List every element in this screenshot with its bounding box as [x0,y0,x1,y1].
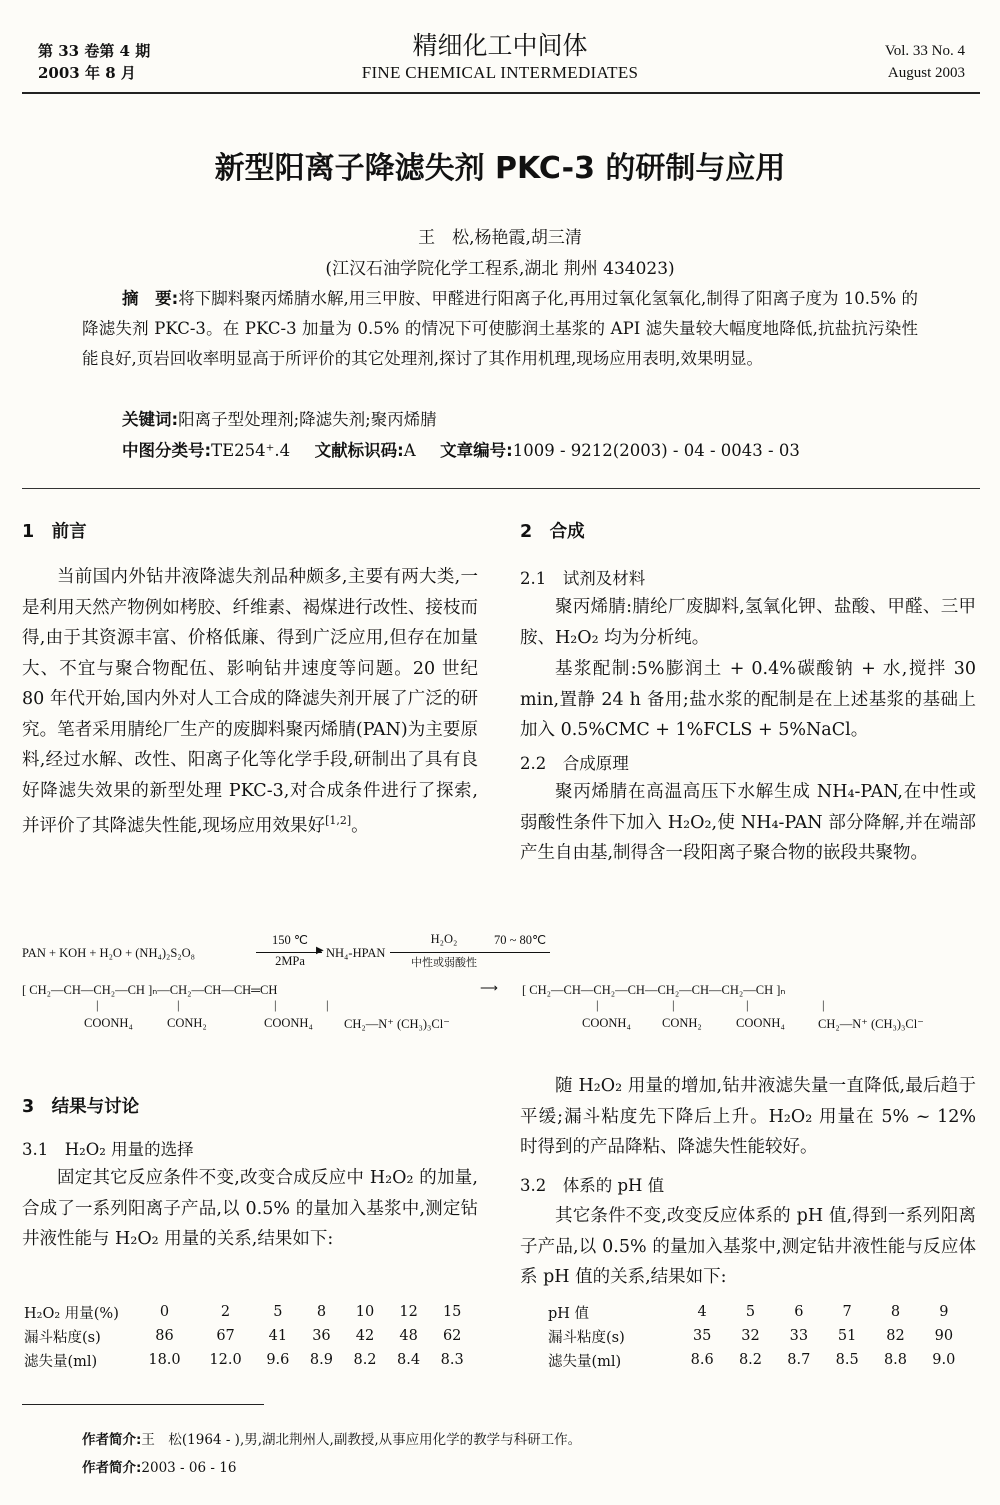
bond-line: | [274,998,277,1012]
table-cell: 8.3 [440,1352,464,1368]
article-title: 新型阳离子降滤失剂 PKC-3 的研制与应用 [214,151,786,186]
table-cell: 8.5 [835,1352,859,1368]
table-cell: 8 [890,1304,901,1320]
reaction-left-chain: [ CH₂—CH—CH₂—CH ]ₙ—CH₂—CH—CH═CH [22,983,278,997]
keywords [122,405,437,435]
author-note-text: 王 松(1964 - ),男,湖北荆州人,副教授,从事应用化学的教学与科研工作。 [141,1432,582,1448]
table-cell: 8.2 [738,1352,763,1368]
issue-date: 2003 年 8 月 [38,64,136,82]
table-row [24,1324,474,1348]
h2o2-table [24,1300,474,1372]
table-cell: 62 [442,1328,462,1344]
abstract-rule [22,488,980,489]
section-3-2-para: 其它条件不变,改变反应体系的 pH 值,得到一系列阳离子产品,以 0.5% 的量加入基浆中,测定钻井液性能与反应体系 pH 值的关系,结果如下: [520,1206,976,1287]
section-3-1-para2: 随 H₂O₂ 用量的增加,钻井液滤失量一直降低,最后趋于平缓;漏斗粘度先下降后上升。H₂O₂ 用量在 5% ~ 12% 时得到的产品降粘、降滤失性能较好。 [520,1076,976,1157]
ph-table [548,1300,968,1372]
row-label: H₂O₂ 用量(%) [24,1305,119,1322]
section-2-heading: 2 合成 [520,522,585,542]
table-cell: 90 [934,1328,954,1344]
bond-line: | [596,998,599,1012]
table-cell: 48 [399,1328,418,1344]
table-cell: 0 [159,1304,170,1320]
section-2-1-para1: 聚丙烯腈:腈纶厂废脚料,氢氧化钾、盐酸、甲醛、三甲胺、H₂O₂ 均为分析纯。 [520,597,976,648]
row-label: pH 值 [548,1305,590,1322]
abstract [82,284,918,374]
reaction-cond3-top: 70 ~ 80℃ [493,933,547,947]
bond-line: | [96,998,99,1012]
section-1-para [22,562,478,841]
section-1-end: 。 [351,815,369,836]
reaction-arrow-1 [256,952,322,953]
table-cell: 8 [316,1304,327,1320]
doc-code-value: A [403,441,416,460]
reaction-arrow-2 [390,952,550,953]
table-cell: 8.9 [309,1352,333,1368]
received-note-label: 作者简介: [82,1460,142,1476]
row-label: 滤失量(ml) [24,1353,98,1370]
table-cell: 9.6 [266,1352,290,1368]
received-note-text: 2003 - 06 - 16 [141,1460,237,1476]
table-cell: 82 [886,1328,905,1344]
section-2-1-heading: 2.1 试剂及材料 [520,569,646,588]
table-cell: 5 [273,1304,283,1320]
abstract-label: 摘 要: [122,289,179,308]
table-cell: 4 [697,1304,707,1320]
table-cell: 33 [789,1328,809,1344]
table-cell: 42 [355,1328,375,1344]
table-cell: 8.8 [883,1352,907,1368]
table-cell: 86 [155,1328,174,1344]
left-sub-1: COONH₄ [84,1016,133,1030]
bond-line: | [746,998,749,1012]
affiliation: (江汉石油学院化学工程系,湖北 荆州 434023) [325,259,675,279]
table-cell: 7 [842,1304,852,1320]
table-cell: 12 [399,1304,418,1320]
bond-line: | [177,998,180,1012]
authors: 王 松,杨艳霞,胡三清 [418,228,582,248]
table-row [548,1348,968,1372]
table-cell: 8.4 [397,1352,421,1368]
section-1-text: 当前国内外钻井液降滤失剂品种颇多,主要有两大类,一是利用天然产物例如栲胶、纤维素、褐煤进行改性、接枝而得,由于其资源丰富、价格低廉、得到广泛应用,但存在加量大、不宜与聚合物配伍、影响钻井速度等问题。20 世纪 80 年代开始,国内外对人工合成的降滤失剂开展了广泛的研究。笔者采用腈纶厂生产的废脚料聚丙烯腈(PAN)为主要原料,经过水解、改性、阳离子化等化学手段,研制出了具有良好降滤失效果的新型处理 PKC-3,对合成条件进行了探索,并评价了其降滤失性能,现场应用效果好 [22,567,478,836]
right-sub-2: CONH₂ [662,1016,702,1030]
citation: [1,2] [325,814,352,827]
table-row [548,1300,968,1324]
section-3-1-para: 固定其它反应条件不变,改变合成反应中 H₂O₂ 的加量,合成了一系列阳离子产品,以 0.5% 的量加入基浆中,测定钻井液性能与 H₂O₂ 用量的关系,结果如下: [22,1168,478,1249]
bond-line: | [822,998,825,1012]
left-sub-2: CONH₂ [167,1016,207,1030]
arrow-head-1: ▶ [316,945,324,956]
section-3-2-heading: 3.2 体系的 pH 值 [520,1176,665,1195]
section-2-2-para: 聚丙烯腈在高温高压下水解生成 NH₄-PAN,在中性或弱酸性条件下加入 H₂O₂,使 NH₄-PAN 部分降解,并在端部产生自由基,制得含一段阳离子聚合物的嵌段共聚物。 [520,782,976,863]
table-cell: 51 [837,1328,857,1344]
table-row [24,1348,474,1372]
header-rule [22,92,980,94]
keywords-text: 阳离子型处理剂;降滤失剂;聚丙烯腈 [178,410,437,429]
clc-label: 中图分类号: [122,441,212,460]
table-row [548,1324,968,1348]
classification [122,436,800,466]
table-cell: 32 [741,1328,760,1344]
journal-title-en: FINE CHEMICAL INTERMEDIATES [361,63,639,82]
footnote-rule [22,1404,264,1405]
table-cell: 15 [442,1304,462,1320]
clc-value: TE254⁺.4 [211,441,291,460]
issue-info-en [885,40,965,84]
table-cell: 2 [220,1304,231,1320]
section-1-heading: 1 前言 [22,522,87,542]
journal-title-zh: 精细化工中间体 [412,31,588,60]
issue-date-en: August 2003 [887,65,965,81]
journal-title [0,30,1000,84]
table-cell: 36 [312,1328,331,1344]
reaction-cond1-bottom: 2MPa [275,954,305,968]
table-cell: 41 [268,1328,288,1344]
table-cell: 9.0 [932,1352,956,1368]
reaction-cond1-top: 150 ℃ [272,933,308,947]
left-sub-4: CH₂—N⁺ (CH₃)₃Cl⁻ [344,1017,450,1031]
row-label: 漏斗粘度(s) [548,1329,625,1346]
table-cell: 8.2 [353,1352,377,1368]
reaction-product1: NH₄-HPAN [326,946,386,960]
bond-line: | [326,998,329,1012]
row-label: 滤失量(ml) [548,1353,622,1370]
article-no-label: 文章编号: [440,441,513,460]
table-cell: 5 [745,1304,756,1320]
reaction-reactants: PAN + KOH + H₂O + (NH₄)₂S₂O₈ [22,946,196,960]
right-sub-4: CH₂—N⁺ (CH₃)₃Cl⁻ [818,1017,924,1031]
table-cell: 9 [939,1304,949,1320]
bond-line: | [672,998,675,1012]
right-sub-3: COONH₄ [736,1016,785,1030]
table-cell: 8.6 [690,1352,714,1368]
section-3-1-heading: 3.1 H₂O₂ 用量的选择 [22,1140,194,1159]
issue-volume-en: Vol. 33 No. 4 [884,43,965,59]
article-no-value: 1009 - 9212(2003) - 04 - 0043 - 03 [512,441,800,460]
left-sub-3: COONH₄ [264,1016,313,1030]
section-2-1-para2: 基浆配制:5%膨润土 + 0.4%碳酸钠 + 水,搅拌 30 min,置静 24 h 备用;盐水浆的配制是在上述基浆的基础上加入 0.5%CMC + 1%FCLS + 5%NaCl。 [520,659,976,740]
right-sub-1: COONH₄ [582,1016,631,1030]
reaction-cond2-top: H₂O₂ [430,932,458,946]
table-cell: 10 [355,1304,375,1320]
table-cell: 8.7 [787,1352,811,1368]
issue-volume: 第 33 卷第 4 期 [38,42,151,60]
table-cell: 35 [692,1328,712,1344]
received-note [82,1456,236,1480]
author-note-label: 作者简介: [82,1432,142,1448]
section-2-2-heading: 2.2 合成原理 [520,754,629,773]
reaction-cond2-bottom: 中性或弱酸性 [411,957,477,969]
keywords-label: 关键词: [122,410,179,429]
table-cell: 12.0 [209,1352,242,1368]
reaction-arrow-3: ⟶ [480,981,498,995]
section-3-heading: 3 结果与讨论 [22,1097,140,1117]
abstract-text: 将下脚料聚丙烯腈水解,用三甲胺、甲醛进行阳离子化,再用过氧化氢氧化,制得了阳离子度为 10.5% 的降滤失剂 PKC-3。在 PKC-3 加量为 0.5% 的情况下可使膨润土基浆的 API 滤失量较大幅度地降低,抗盐抗污染性能良好,页岩回收率明显高于所评价的其它处理剂,探讨了其作用机理,现场应用表明,效果明显。 [82,289,918,368]
table-cell: 6 [794,1304,804,1320]
table-row [24,1300,474,1324]
table-cell: 67 [216,1328,235,1344]
reaction-right-chain: [ CH₂—CH—CH₂—CH—CH₂—CH—CH₂—CH ]ₙ [522,983,786,997]
table-cell: 18.0 [148,1352,181,1368]
author-note [82,1428,581,1452]
reaction-scheme [22,930,982,1040]
row-label: 漏斗粘度(s) [24,1329,101,1346]
doc-code-label: 文献标识码: [314,441,404,460]
